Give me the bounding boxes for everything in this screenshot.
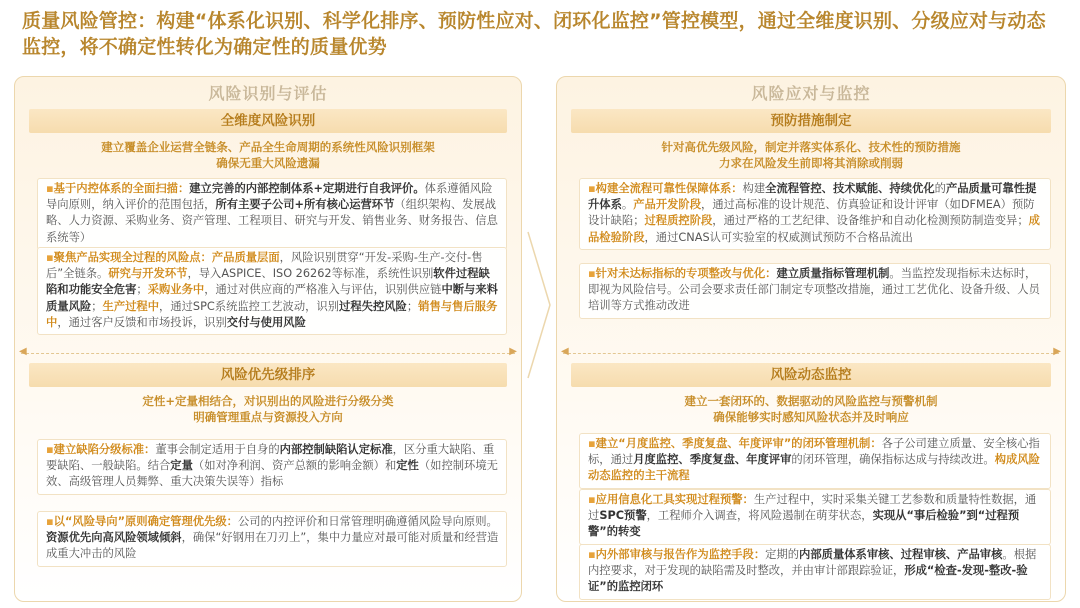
subtitle-line: 确保能够实时感知风险状态并及时响应: [713, 410, 909, 424]
highlight-text: 成品检验阶段: [588, 214, 1040, 244]
bold-text: 过程失控风险: [339, 299, 407, 313]
body-text: 。: [621, 198, 634, 212]
subtitle-line: 力求在风险发生前即将其消除或削弱: [719, 156, 903, 170]
body-text: （如对净利润、资产总额的影响金额）和: [192, 459, 397, 473]
body-text: ，区分重大缺陷、重要缺陷、一般缺陷。结合: [46, 443, 495, 473]
arrow-left-icon: ◀: [19, 346, 27, 357]
bold-text: 实现从“事后检验”到“过程预警”的转变: [588, 509, 1020, 539]
section-subtitle: [35, 393, 501, 425]
highlight-text: 构成风险动态监控的主干流程: [588, 453, 1040, 483]
body-text: ，通过对供应商的严格准入与评估，识别供应链: [204, 283, 442, 297]
section-subtitle: [35, 139, 501, 171]
body-text: ，通过客户反馈和市场投诉，识别: [57, 315, 227, 329]
bullet-icon: ▪: [588, 437, 596, 450]
body-text: 董事会制定适用于自身的: [155, 443, 280, 456]
card-heading: 针对未达标指标的专项整改与优化：: [595, 267, 777, 280]
body-text: （如控制环境无效、高级管理人员舞弊、重大决策失误等）指标: [46, 459, 498, 489]
card-heading: 建立“月度监控、季度复盘、年度评审”的闭环管理机制：: [595, 437, 882, 450]
section-subtitle: [577, 393, 1045, 425]
body-text: 的闭环管理，确保指标达成与持续改进。: [791, 453, 995, 467]
bullet-card-indicator-rectification: [579, 263, 1051, 319]
bold-text: 资源优先向高风险领域倾斜: [46, 531, 182, 545]
body-text: 体系遵循风险导向原则，纳入评价的范围包括，: [46, 182, 493, 212]
card-heading: 基于内控体系的全面扫描：: [53, 182, 190, 195]
card-heading: 以“风险导向”原则确定管理优先级：: [53, 515, 238, 528]
bold-text: 形成“检查-发现-整改-验证”的监控闭环: [588, 564, 1028, 594]
page-headline: 质量风险管控：构建“体系化识别、科学化排序、预防性应对、闭环化监控”管控模型，通过全维度识别、分级应对与动态监控，将不确定性转化为确定性的质量优势: [22, 10, 1046, 58]
section-subtitle: [577, 139, 1045, 171]
bold-text: SPC预警: [599, 509, 647, 523]
arrow-left-icon: ◀: [561, 346, 569, 357]
body-text: 生产过程中，实时采集关键工艺参数和质量特性数据，通过: [588, 493, 1037, 523]
bullet-card-product-realization-risks: [37, 247, 507, 335]
card-heading: 建立缺陷分级标准：: [53, 443, 156, 456]
subtitle-line: 定性+定量相结合，对识别出的风险进行分级分类: [142, 394, 394, 408]
card-heading: 应用信息化工具实现过程预警：: [595, 493, 754, 506]
body-text: 公司的内控评价和日常管理明确遵循风险导向原则。: [237, 515, 498, 528]
bullet-icon: ▪: [588, 182, 596, 195]
bold-text: 建立完善的内部控制体系+定期进行自我评价。: [189, 182, 425, 195]
card-heading: 构建全流程可靠性保障体系：: [595, 182, 743, 195]
section-bar-full-dimension-identification: 全维度风险识别: [29, 109, 507, 133]
highlight-text: 产品开发阶段: [633, 198, 702, 212]
highlight-text: 过程质控阶段: [644, 214, 713, 228]
bold-text: 中断与来料质量风险: [46, 283, 498, 313]
highlight-text: 产品质量层面: [211, 251, 280, 264]
bullet-icon: ▪: [46, 515, 54, 528]
bold-text: 定性: [396, 459, 419, 473]
bold-text: 所有主要子公司+所有核心运营环节: [215, 198, 395, 212]
card-heading: 内外部审核与报告作为监控手段：: [595, 548, 766, 561]
bold-text: 定量: [170, 459, 193, 473]
flow-arrow-icon: [524, 230, 554, 380]
risk-identification-panel: [14, 76, 522, 602]
bullet-icon: ▪: [46, 443, 54, 456]
body-text: ，风险识别贯穿“开发-采购-生产-交付-售后”全链条。: [46, 251, 483, 281]
bullet-card-audit-reporting: [579, 544, 1051, 600]
section-bar-risk-prioritization: 风险优先级排序: [29, 363, 507, 387]
body-text: ；: [136, 283, 148, 297]
subtitle-line: 建立一套闭环的、数据驱动的风险监控与预警机制: [684, 394, 938, 408]
body-text: 。当监控发现指标未达标时，即视为风险信号。公司会要求责任部门制定专项整改措施，通过工艺优化、设备升级、人员培训等方式推动改进: [588, 267, 1040, 313]
highlight-text: 销售与售后服务中: [46, 299, 498, 329]
bullet-card-reliability-system: [579, 178, 1051, 250]
bold-text: 全流程管控、技术赋能、持续优化: [765, 182, 935, 195]
card-heading: 聚焦产品实现全过程的风险点：: [53, 251, 212, 264]
body-text: ；: [406, 299, 419, 313]
section-divider: [19, 346, 517, 357]
bold-text: 软件过程缺陷和功能安全危害: [46, 267, 490, 297]
panel-title: 风险应对与监控: [751, 84, 871, 103]
bullet-icon: ▪: [588, 493, 596, 506]
bullet-card-defect-grading: [37, 439, 507, 495]
bullet-icon: ▪: [588, 267, 596, 280]
body-text: ，通过高标准的设计规范、仿真验证和设计评审（如DFMEA）预防设计缺陷；: [588, 198, 1035, 228]
bullet-card-internal-control-scan: [37, 178, 507, 250]
body-text: ，导入ASPICE、ISO 26262等标准，系统性识别: [187, 267, 434, 281]
risk-response-panel: [556, 76, 1066, 602]
section-divider: [561, 346, 1061, 357]
body-text: ，通过CNAS认可实验室的权威测试预防不合格品流出: [644, 230, 913, 244]
highlight-text: 研究与开发环节: [108, 267, 188, 281]
body-text: ，通过SPC系统监控工艺波动，识别: [159, 299, 340, 313]
subtitle-line: 建立覆盖企业运营全链条、产品全生命周期的系统性风险识别框架: [101, 140, 435, 154]
subtitle-line: 确保无重大风险遗漏: [216, 156, 320, 170]
arrow-right-icon: ▶: [509, 346, 517, 357]
bullet-icon: ▪: [46, 182, 54, 195]
bullet-card-process-warning: [579, 489, 1051, 545]
arrow-right-icon: ▶: [1053, 346, 1061, 357]
bullet-card-risk-oriented-priority: [37, 511, 507, 567]
bold-text: 产品质量可靠性提升体系: [588, 182, 1037, 212]
subtitle-line: 针对高优先级风险，制定并落实体系化、技术性的预防措施: [661, 140, 961, 154]
panel-title: 风险识别与评估: [208, 84, 328, 103]
body-text: （组织架构、发展战略、人力资源、采购业务、资产管理、工程项目、研究与开发、销售业务、财务报告、信息系统等）: [46, 198, 498, 244]
bold-text: 交付与使用风险: [226, 315, 306, 329]
section-bar-preventive-measures: 预防措施制定: [571, 109, 1051, 133]
bullet-card-closed-loop-mechanism: [579, 433, 1051, 489]
bullet-icon: ▪: [588, 548, 596, 561]
section-bar-dynamic-monitoring: 风险动态监控: [571, 363, 1051, 387]
body-text: ，工程师介入调查，将风险遏制在萌芽状态，: [646, 509, 873, 523]
highlight-text: 生产过程中: [102, 299, 160, 313]
body-text: 构建: [742, 182, 766, 195]
bold-text: 内部控制缺陷认定标准: [279, 443, 393, 456]
body-text: ；: [91, 299, 103, 313]
bullet-icon: ▪: [46, 251, 54, 264]
body-text: 定期的: [765, 548, 800, 561]
body-text: ，通过严格的工艺纪律、设备维护和自动化检测预防制造变异；: [712, 214, 1029, 228]
subtitle-line: 明确管理重点与资源投入方向: [193, 410, 343, 424]
body-text: 。根据内控要求，对于发现的缺陷需及时整改，并由审计部跟踪验证，: [588, 548, 1037, 578]
bold-text: 建立质量指标管理机制: [776, 267, 890, 280]
bold-text: 月度监控、季度复盘、年度评审: [633, 453, 792, 467]
body-text: ，确保“好钢用在刀刃上”，集中力量应对最可能对质量和经营造成重大冲击的风险: [46, 531, 499, 561]
body-text: 的: [934, 182, 946, 195]
body-text: 各子公司建立质量、安全核心指标，通过: [588, 437, 1040, 467]
highlight-text: 采购业务中: [147, 283, 205, 297]
bold-text: 内部质量体系审核、过程审核、产品审核: [799, 548, 1003, 561]
